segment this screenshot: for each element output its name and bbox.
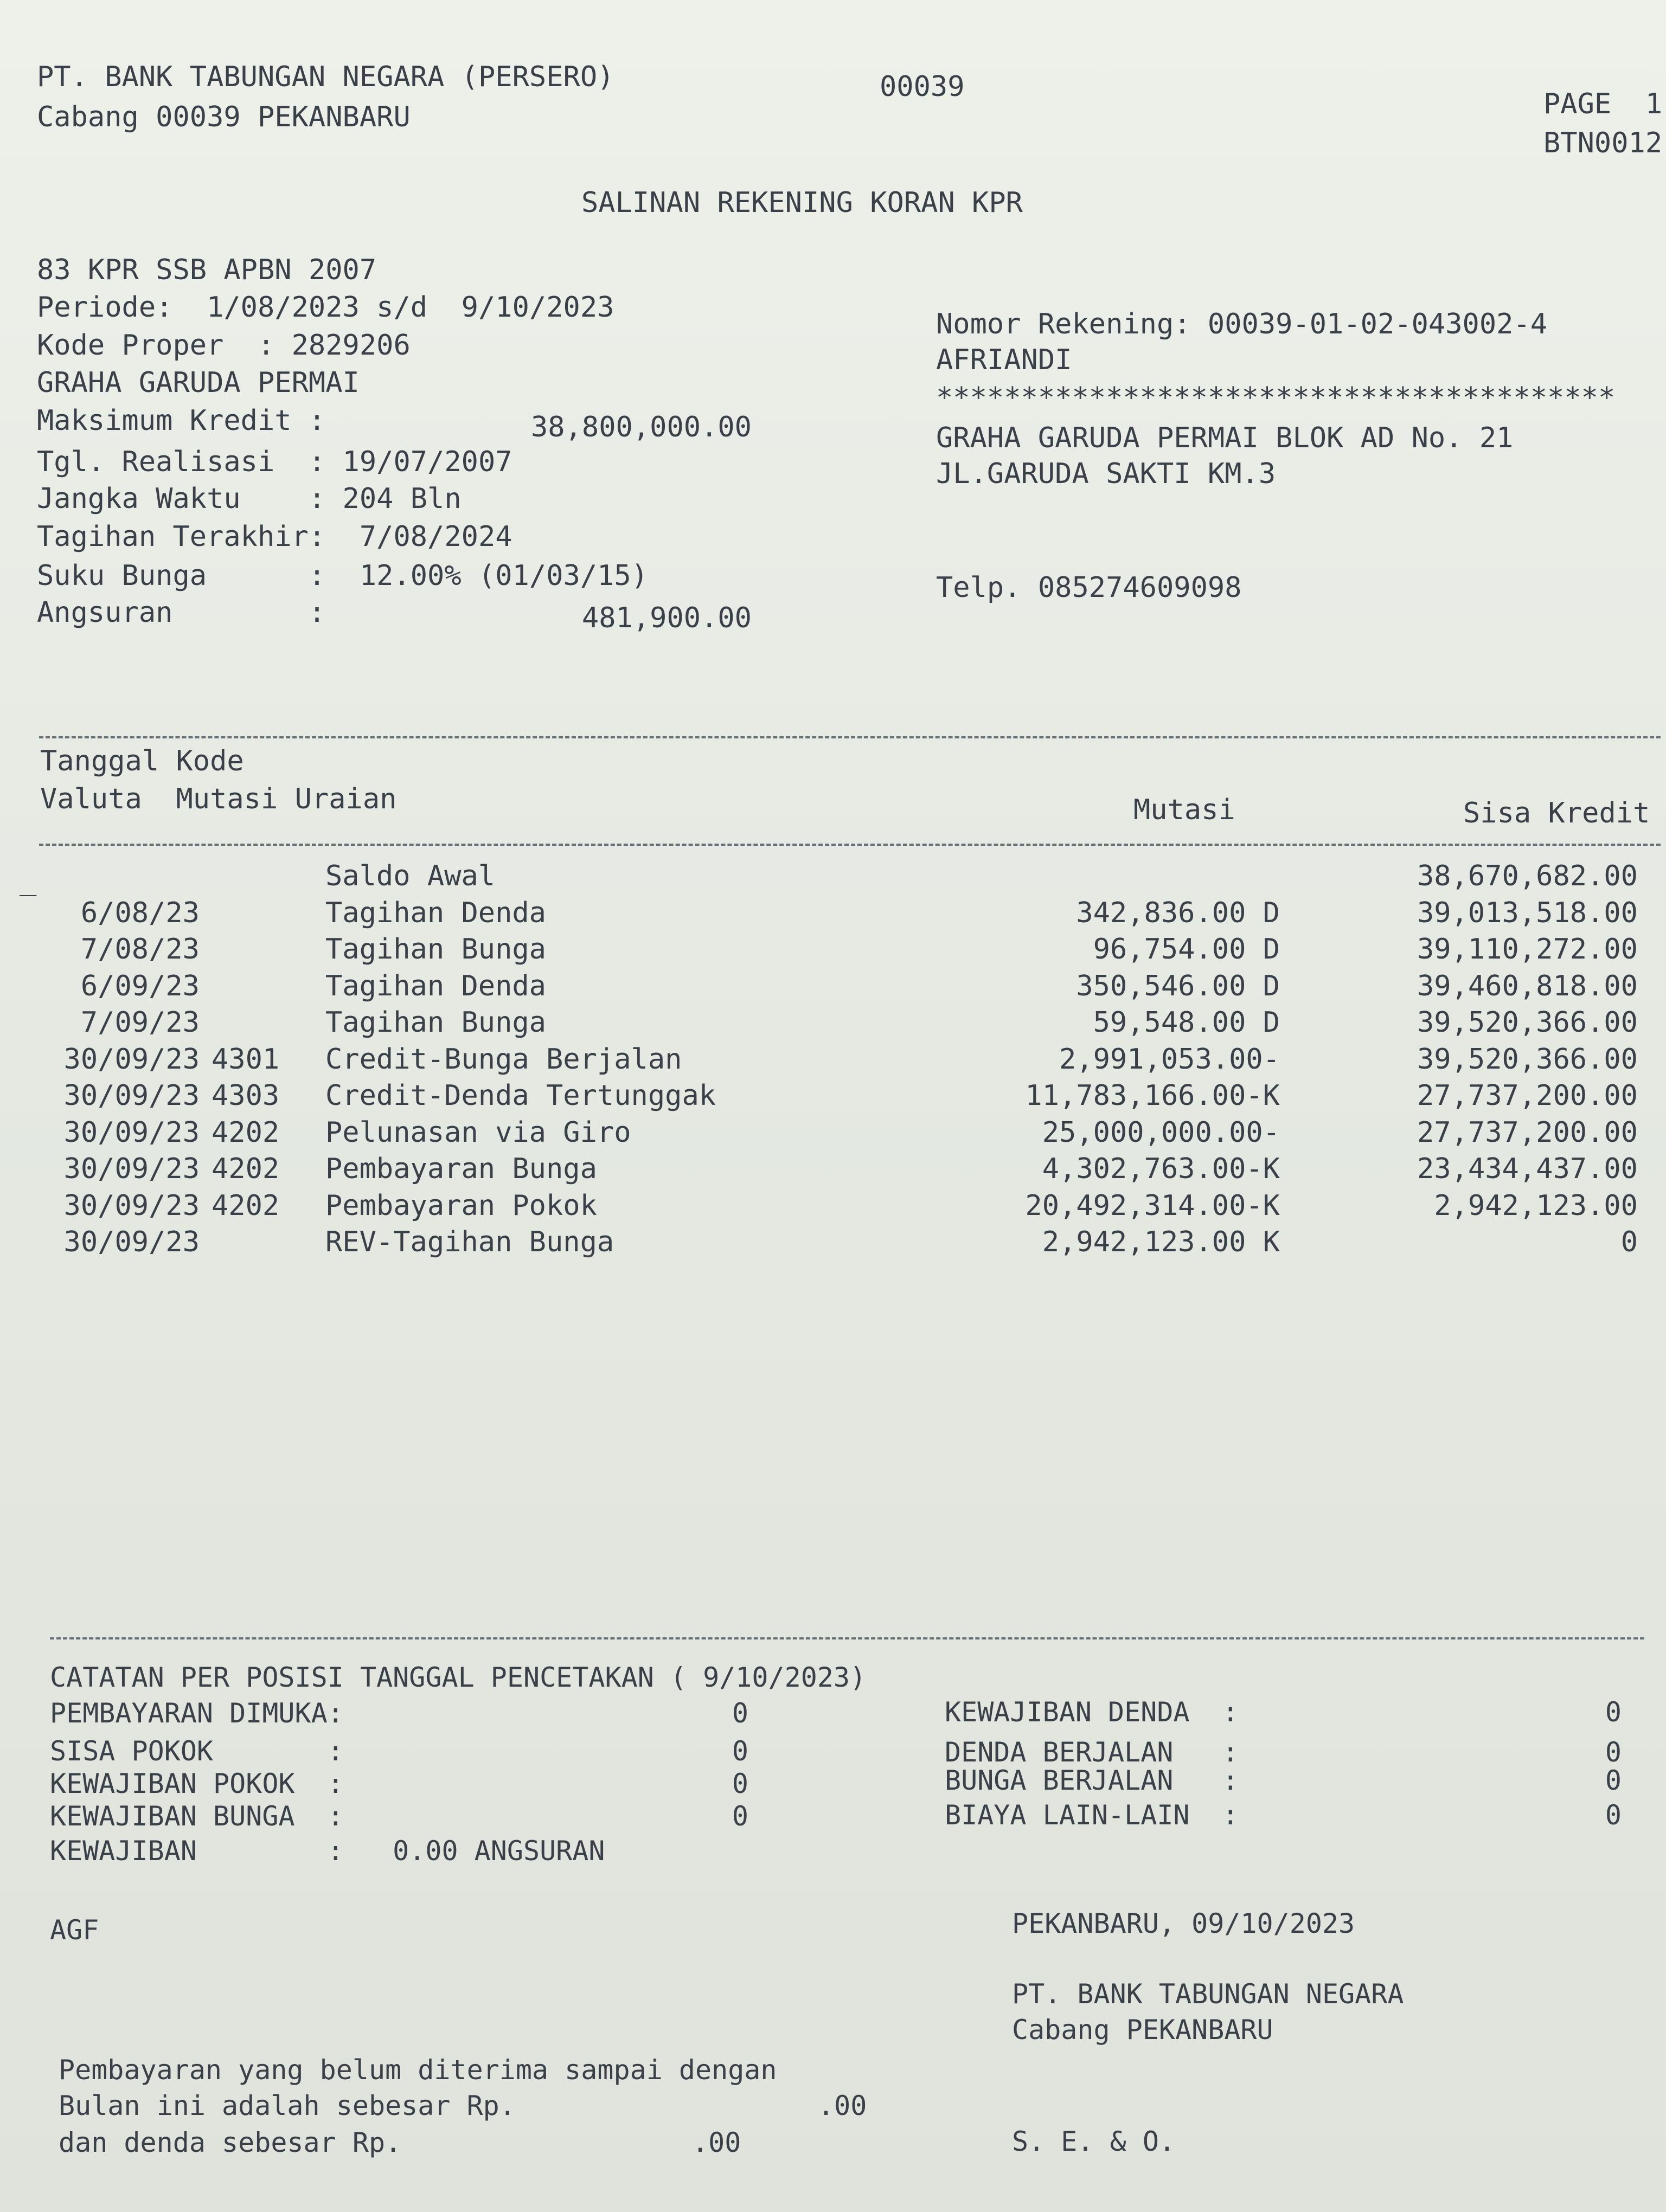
col-header-sisa-kredit: Sisa Kredit (1463, 797, 1650, 829)
report-code: BTN0012 (1543, 127, 1663, 159)
table-row (0, 1225, 1666, 1262)
cell-sisa-kredit: 27,737,200.00 (1417, 1116, 1638, 1149)
cell-tanggal: 6/08/23 (80, 896, 200, 929)
cell-sisa-kredit: 27,737,200.00 (1417, 1079, 1638, 1112)
cell-mutasi: 4,302,763.00-K (1042, 1153, 1280, 1185)
payment-note-line1: Pembayaran yang belum diterima sampai dengan (59, 2054, 777, 2086)
cell-mutasi: 2,942,123.00 K (1042, 1226, 1280, 1258)
note-kewajiban-pokok-value: 0 (732, 1768, 748, 1799)
cell-sisa-kredit: 39,460,818.00 (1417, 969, 1638, 1002)
cell-sisa-kredit: 39,110,272.00 (1417, 933, 1638, 966)
tagihan-terakhir: Tagihan Terakhir: 7/08/2024 (37, 520, 512, 553)
cell-tanggal: 30/09/23 (63, 1079, 200, 1112)
col-header-line1: Tanggal Kode (40, 745, 244, 777)
place-date: PEKANBARU, 09/10/2023 (1012, 1908, 1355, 1939)
cell-mutasi: 96,754.00 D (1093, 933, 1280, 966)
cell-uraian: Pelunasan via Giro (325, 1116, 631, 1149)
cell-sisa-kredit: 39,520,366.00 (1417, 1043, 1638, 1076)
cell-uraian: Tagihan Bunga (325, 1006, 546, 1039)
cell-tanggal: 30/09/23 (63, 1116, 200, 1149)
table-row (0, 1152, 1666, 1188)
suku-bunga: Suku Bunga : 12.00% (01/03/15) (37, 560, 649, 592)
masked-line: **************************************** (936, 382, 1616, 414)
cell-sisa-kredit: 23,434,437.00 (1417, 1153, 1638, 1185)
note-kewajiban-denda: KEWAJIBAN DENDA : (945, 1696, 1239, 1728)
note-pembayaran-dimuka-value: 0 (732, 1697, 748, 1729)
note-biaya-lain: BIAYA LAIN-LAIN : (945, 1799, 1239, 1831)
branch-name: Cabang 00039 PEKANBARU (37, 101, 411, 133)
jangka-waktu: Jangka Waktu : 204 Bln (37, 483, 462, 515)
table-row (0, 1188, 1666, 1225)
page-number: PAGE 1 (1543, 88, 1663, 120)
address-line-1: GRAHA GARUDA PERMAI BLOK AD No. 21 (936, 422, 1514, 454)
address-line-2: JL.GARUDA SAKTI KM.3 (936, 458, 1276, 490)
note-bunga-berjalan-value: 0 (1605, 1765, 1622, 1796)
payment-note-line3-value: .00 (692, 2127, 741, 2158)
cell-uraian: Saldo Awal (325, 860, 496, 892)
angsuran-value: 481,900.00 (581, 602, 752, 634)
cell-tanggal: 30/09/23 (63, 1153, 200, 1185)
project-name: GRAHA GARUDA PERMAI (37, 366, 360, 399)
cell-kode: 4202 (212, 1116, 280, 1149)
document-title: SALINAN REKENING KORAN KPR (581, 187, 1023, 219)
cell-tanggal: 7/08/23 (80, 933, 200, 966)
cell-mutasi: 20,492,314.00-K (1025, 1189, 1280, 1222)
branch-code: 00039 (880, 70, 965, 103)
cell-uraian: Tagihan Denda (325, 969, 546, 1002)
cell-uraian: REV-Tagihan Bunga (325, 1226, 614, 1258)
tgl-realisasi: Tgl. Realisasi : 19/07/2007 (37, 446, 512, 478)
maksimum-kredit-label: Maksimum Kredit : (37, 404, 326, 437)
cell-sisa-kredit: 0 (1620, 1226, 1638, 1258)
cell-sisa-kredit: 2,942,123.00 (1434, 1189, 1638, 1222)
col-header-mutasi: Mutasi (1133, 794, 1235, 826)
left-margin-mark: _ (20, 864, 37, 897)
divider-top (39, 736, 1661, 738)
cell-uraian: Pembayaran Bunga (325, 1153, 597, 1185)
note-denda-berjalan-value: 0 (1605, 1737, 1622, 1768)
divider-notes (50, 1637, 1644, 1639)
cell-uraian: Credit-Denda Tertunggak (325, 1079, 716, 1112)
cell-tanggal: 6/09/23 (80, 969, 200, 1002)
signature-branch: Cabang PEKANBARU (1012, 2014, 1273, 2046)
cell-sisa-kredit: 38,670,682.00 (1417, 860, 1638, 892)
cell-mutasi: 2,991,053.00- (1059, 1043, 1280, 1076)
payment-note-line3: dan denda sebesar Rp. (59, 2127, 402, 2158)
note-kewajiban-bunga: KEWAJIBAN BUNGA : (50, 1801, 344, 1832)
table-row (0, 932, 1666, 969)
cell-tanggal: 30/09/23 (63, 1189, 200, 1222)
customer-name: AFRIANDI (936, 344, 1072, 376)
bank-name: PT. BANK TABUNGAN NEGARA (PERSERO) (37, 61, 614, 93)
cell-kode: 4202 (212, 1153, 280, 1185)
note-kewajiban-bunga-value: 0 (732, 1801, 748, 1832)
note-denda-berjalan: DENDA BERJALAN : (945, 1737, 1239, 1768)
cell-uraian: Pembayaran Pokok (325, 1189, 597, 1222)
col-header-line2: Valuta Mutasi Uraian (40, 783, 397, 815)
cell-kode: 4301 (212, 1043, 280, 1076)
table-row (0, 969, 1666, 1006)
payment-note-line2-value: .00 (818, 2090, 867, 2121)
note-kewajiban-denda-value: 0 (1605, 1696, 1622, 1728)
cell-uraian: Tagihan Bunga (325, 933, 546, 966)
cell-mutasi: 11,783,166.00-K (1025, 1079, 1280, 1112)
note-sisa-pokok-value: 0 (732, 1735, 748, 1767)
cell-tanggal: 7/09/23 (80, 1006, 200, 1039)
signature-company: PT. BANK TABUNGAN NEGARA (1012, 1978, 1404, 2010)
cell-tanggal: 30/09/23 (63, 1043, 200, 1076)
cell-uraian: Tagihan Denda (325, 896, 546, 929)
table-row (0, 1115, 1666, 1152)
cell-sisa-kredit: 39,520,366.00 (1417, 1006, 1638, 1039)
sign-seo: S. E. & O. (1012, 2126, 1176, 2157)
maksimum-kredit-value: 38,800,000.00 (531, 411, 752, 443)
table-row (0, 1042, 1666, 1079)
note-pembayaran-dimuka: PEMBAYARAN DIMUKA: (50, 1697, 344, 1729)
cell-sisa-kredit: 39,013,518.00 (1417, 896, 1638, 929)
notes-title: CATATAN PER POSISI TANGGAL PENCETAKAN ( 9/10/2023) (50, 1662, 867, 1693)
table-row (0, 1078, 1666, 1115)
periode: Periode: 1/08/2023 s/d 9/10/2023 (37, 291, 614, 324)
cell-mutasi: 342,836.00 D (1076, 896, 1280, 929)
cell-mutasi: 59,548.00 D (1093, 1006, 1280, 1039)
program-name: 83 KPR SSB APBN 2007 (37, 254, 377, 286)
table-row (0, 1005, 1666, 1042)
payment-note-line2: Bulan ini adalah sebesar Rp. (59, 2090, 516, 2121)
table-row (0, 896, 1666, 933)
table-row (0, 859, 1666, 896)
cell-kode: 4303 (212, 1079, 280, 1112)
nomor-rekening: Nomor Rekening: 00039-01-02-043002-4 (936, 308, 1548, 340)
note-sisa-pokok: SISA POKOK : (50, 1735, 344, 1767)
note-biaya-lain-value: 0 (1605, 1799, 1622, 1831)
cell-uraian: Credit-Bunga Berjalan (325, 1043, 682, 1076)
note-bunga-berjalan: BUNGA BERJALAN : (945, 1765, 1239, 1796)
cell-kode: 4202 (212, 1189, 280, 1222)
kode-proper: Kode Proper : 2829206 (37, 329, 411, 362)
note-kewajiban-pokok: KEWAJIBAN POKOK : (50, 1768, 344, 1799)
officer-initials: AGF (50, 1914, 99, 1946)
note-kewajiban: KEWAJIBAN : 0.00 ANGSURAN (50, 1835, 605, 1867)
cell-mutasi: 25,000,000.00- (1042, 1116, 1280, 1149)
divider-header (39, 844, 1661, 846)
cell-tanggal: 30/09/23 (63, 1226, 200, 1258)
phone-number: Telp. 085274609098 (936, 571, 1242, 604)
angsuran-label: Angsuran : (37, 596, 326, 629)
cell-mutasi: 350,546.00 D (1076, 969, 1280, 1002)
